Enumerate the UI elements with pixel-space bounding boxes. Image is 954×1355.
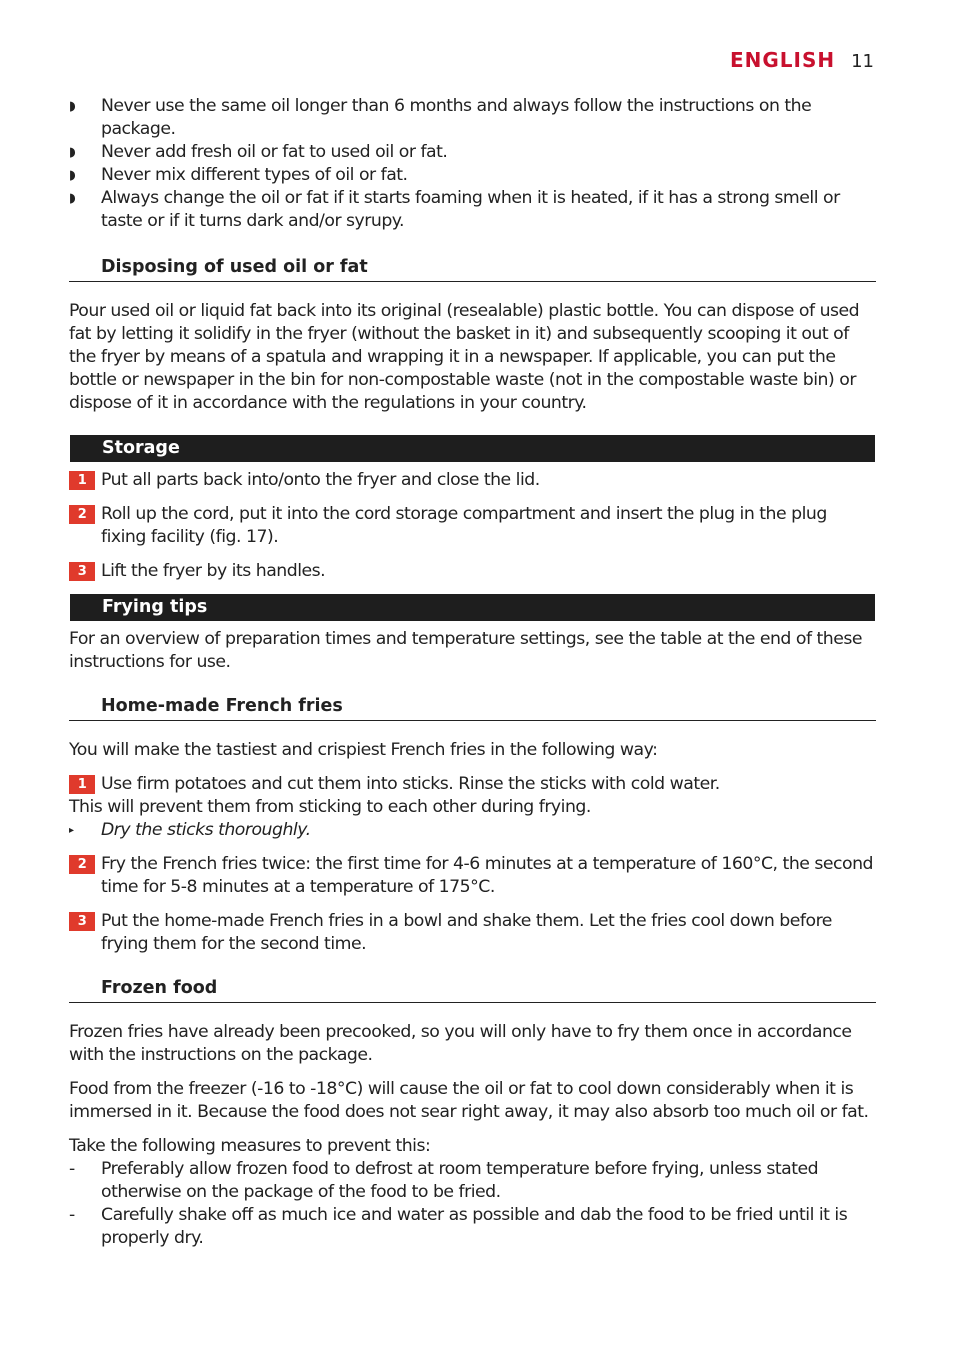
dash-marker: -	[69, 1205, 75, 1225]
french-fries-step: 1 Use firm potatoes and cut them into sticks. Rinse the sticks with cold water.	[69, 773, 876, 796]
list-item: ◗ Never mix different types of oil or fat.	[69, 165, 408, 185]
page-number: 11	[851, 51, 874, 72]
frying-tips-heading: Frying tips	[70, 594, 875, 621]
step-note: This will prevent them from sticking to each other during frying.	[69, 797, 591, 817]
frozen-food-paragraph: Food from the freezer (-16 to -18°C) will cause the oil or fat to cool down considerably when it is immersed in it. Because the food does not sear right away, it may also absorb too much oil or fat.	[69, 1079, 869, 1122]
step-number-badge: 2	[69, 855, 95, 874]
oil-bullet-list	[69, 95, 876, 233]
list-item: ◗ Never use the same oil longer than 6 months and always follow the instructions on the package.	[69, 96, 812, 139]
step-number-badge: 1	[69, 471, 95, 490]
storage-step: 2 Roll up the cord, put it into the cord storage compartment and insert the plug in the plug fixing facility (fig. 17).	[69, 503, 876, 549]
page-header	[730, 47, 874, 75]
step-number-badge: 1	[69, 775, 95, 794]
step-number-badge: 3	[69, 912, 95, 931]
french-fries-intro: You will make the tastiest and crispiest French fries in the following way:	[69, 740, 658, 760]
list-item: - Preferably allow frozen food to defrost at room temperature before frying, unless stated otherwise on the package of the food to be fried.	[69, 1159, 819, 1202]
bullet-icon: ◗	[69, 99, 76, 114]
step-result: ▸ Dry the sticks thoroughly.	[69, 820, 311, 840]
bullet-icon: ◗	[69, 191, 76, 206]
french-fries-step: 3 Put the home-made French fries in a bowl and shake them. Let the fries cool down before frying them for the second time.	[69, 910, 876, 956]
bullet-icon: ◗	[69, 168, 76, 183]
disposing-paragraph: Pour used oil or liquid fat back into its original (resealable) plastic bottle. You can dispose of used fat by letting it solidify in the fryer (without the basket in it) and subsequently scooping it out of the fryer by means of a spatula and wrapping it in a newspaper. If applicable, you can put the bottle or newspaper in the bin for non-compostable waste (not in the compostable waste bin) or dispose of it in accordance with the regulations in your country.	[69, 301, 860, 413]
page-content	[69, 95, 876, 1250]
language-label: ENGLISH	[729, 48, 836, 72]
storage-heading: Storage	[70, 435, 875, 462]
bullet-icon: ◗	[69, 145, 76, 160]
frying-tips-intro: For an overview of preparation times and temperature settings, see the table at the end of these instructions for use.	[69, 629, 863, 672]
storage-step: 3 Lift the fryer by its handles.	[69, 560, 876, 583]
list-item: - Carefully shake off as much ice and water as possible and dab the food to be fried until it is properly dry.	[69, 1205, 848, 1248]
result-arrow-icon: ▸	[69, 825, 74, 836]
list-item: ◗ Always change the oil or fat if it starts foaming when it is heated, if it has a strong smell or taste or if it turns dark and/or syrupy.	[69, 188, 840, 231]
step-number-badge: 3	[69, 562, 95, 581]
frozen-food-heading: Frozen food	[69, 977, 876, 1003]
list-item: ◗ Never add fresh oil or fat to used oil or fat.	[69, 142, 448, 162]
step-number-badge: 2	[69, 505, 95, 524]
frozen-food-paragraph: Take the following measures to prevent this:	[69, 1136, 431, 1156]
disposing-heading: Disposing of used oil or fat	[69, 256, 876, 282]
french-fries-heading: Home-made French fries	[69, 695, 876, 721]
frozen-food-paragraph: Frozen fries have already been precooked, so you will only have to fry them once in accordance with the instructions on the package.	[69, 1022, 852, 1065]
french-fries-step: 2 Fry the French fries twice: the first time for 4-6 minutes at a temperature of 160°C, the second time for 5-8 minutes at a temperature of 175°C.	[69, 853, 876, 899]
storage-step: 1 Put all parts back into/onto the fryer and close the lid.	[69, 469, 876, 492]
dash-marker: -	[69, 1159, 75, 1179]
